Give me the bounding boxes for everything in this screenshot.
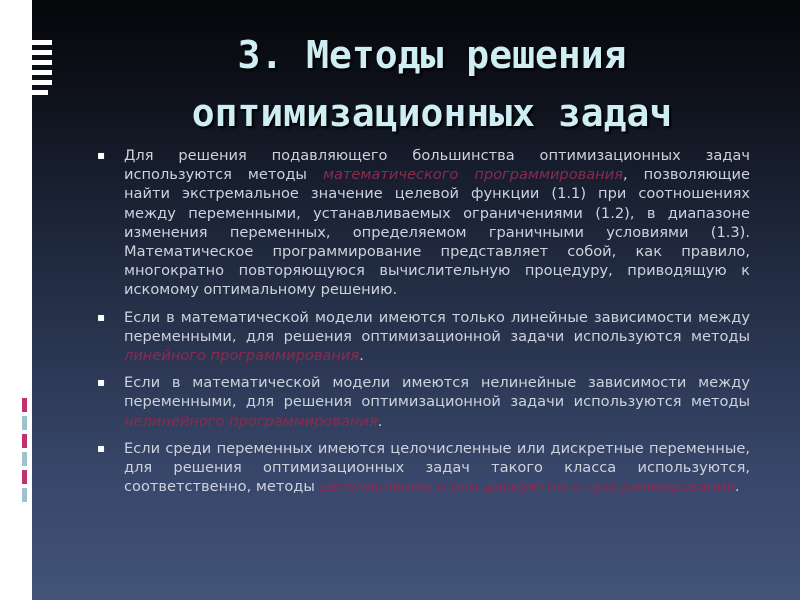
bullet-item	[97, 308, 750, 366]
bullet-text: Для решения подавляющего большинства оптимизационных задач используются методы	[124, 147, 750, 184]
bullet-text: .	[359, 347, 364, 365]
bullet-highlight: линейного программирования	[124, 347, 360, 365]
accent-mark	[22, 488, 27, 502]
bullet-item	[97, 146, 751, 300]
deco-bar	[32, 60, 52, 65]
bullet-highlight: нелинейного программирования	[124, 412, 378, 430]
bullet-item	[97, 373, 750, 431]
bullet-text: Если в математической модели имеются нелинейные зависимости между переменными, для решения оптимизационной задачи используются методы	[124, 374, 750, 411]
bullet-text: Если в математической модели имеются только линейные зависимости между переменными, для решения оптимизационной задачи используются методы	[124, 308, 750, 345]
bullet-icon: ▪	[97, 375, 106, 390]
slide-content	[97, 146, 751, 504]
bullet-item	[97, 439, 750, 497]
bullet-icon: ▪	[97, 309, 106, 324]
bullet-icon: ▪	[97, 148, 106, 162]
side-accent-marks	[22, 398, 28, 598]
bullet-text: .	[377, 412, 383, 430]
slide	[32, 0, 800, 600]
deco-bar	[32, 40, 52, 45]
bullet-text: Если среди переменных имеются целочисленные или дискретные переменные, для решения оптимизационных задач такого класса используются, соответственно, методы	[124, 439, 750, 496]
bullet-text: , позволяющие найти экстремальное значение целевой функции (1.1) при соотношениях между переменными, устанавливаемых ограничениями (1.2), в диапазоне изменения переменных, определяемом граничными условиями (1.3). Математическое программирование представляет собой, как правило, многократно повторяющуюся вычислительную процедуру, приводящую к искомому оптимальному решению.	[124, 166, 751, 299]
bullet-icon: ▪	[97, 440, 106, 455]
accent-mark	[22, 434, 27, 448]
accent-mark	[22, 398, 27, 412]
accent-mark	[22, 416, 27, 430]
deco-bar	[32, 50, 52, 55]
accent-mark	[22, 452, 27, 466]
accent-mark	[22, 470, 27, 484]
bullet-highlight: математического программирования	[322, 166, 623, 184]
deco-bar	[32, 90, 48, 95]
slide-title: 3. Методы решения оптимизационных задач	[191, 33, 673, 135]
bullet-highlight: целочисленного или дискретного программирования	[319, 478, 735, 496]
deco-bar	[32, 70, 52, 75]
deco-bar	[32, 80, 52, 85]
bullet-text: .	[734, 478, 740, 496]
